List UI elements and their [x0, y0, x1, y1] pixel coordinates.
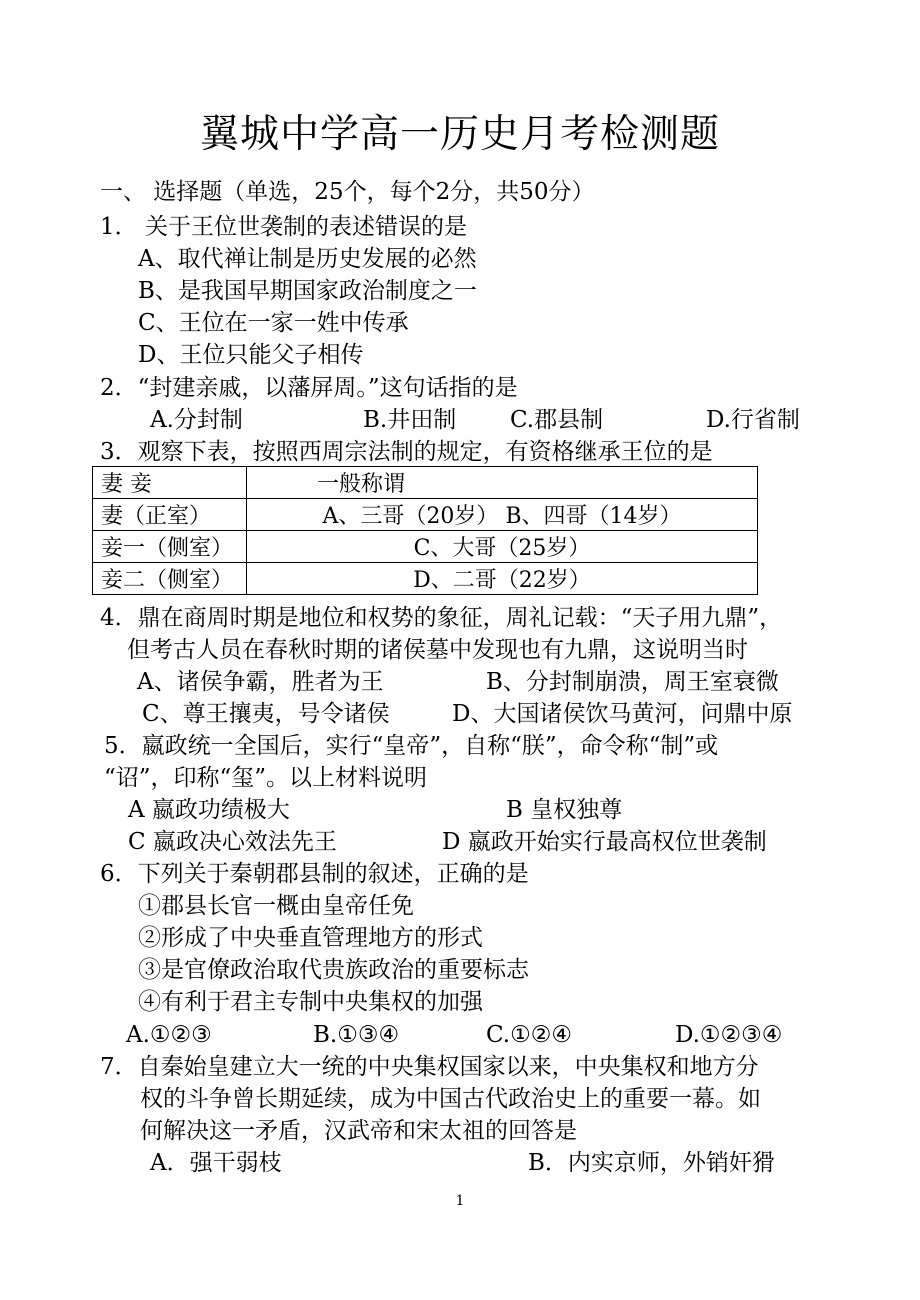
question-1-option-d: D、王位只能父子相传	[138, 342, 364, 368]
question-4-option-c: C、尊王攘夷，号令诸侯	[142, 701, 390, 727]
question-2-option-b: B.井田制	[363, 407, 457, 433]
question-3-stem: 3．观察下表，按照西周宗法制的规定，有资格继承王位的是	[100, 439, 713, 465]
table-cell: D、二哥（22岁）	[247, 563, 758, 595]
table-row	[93, 563, 758, 595]
section-heading: 一、 选择题（单选，25个，每个2分，共50分）	[100, 179, 595, 205]
question-1-stem: 1． 关于王位世袭制的表述错误的是	[100, 214, 467, 240]
question-4-stem-line1: 4．鼎在商周时期是地位和权势的象征，周礼记载：“天子用九鼎”，	[100, 605, 783, 631]
question-6-statement: ②形成了中央垂直管理地方的形式	[138, 925, 483, 951]
question-4-stem-line2: 但考古人员在春秋时期的诸侯墓中发现也有九鼎，这说明当时	[127, 637, 748, 663]
question-2-stem: 2．“封建亲戚，以藩屏周。”这句话指的是	[100, 375, 518, 401]
question-4-option-b: B、分封制崩溃，周王室衰微	[486, 669, 779, 695]
question-1-option-c: C、王位在一家一姓中传承	[138, 310, 409, 336]
table-header-cell: 妻 妾	[93, 467, 247, 499]
question-6-option-b: B.①③④	[313, 1022, 400, 1048]
question-7-option-b: B．内实京师，外销奸猾	[528, 1150, 775, 1176]
question-5-stem-line2: “诏”，印称“玺”。以上材料说明	[104, 765, 428, 791]
table-cell: 妾一（侧室）	[93, 531, 247, 563]
table-cell: 妾二（侧室）	[93, 563, 247, 595]
question-6-option-c: C.①②④	[486, 1022, 572, 1048]
page-number: 1	[455, 1193, 465, 1209]
page-title: 翼城中学高一历史月考检测题	[199, 112, 720, 157]
question-6-option-d: D.①②③④	[675, 1022, 783, 1048]
question-7-stem-line1: 7．自秦始皇建立大一统的中央集权国家以来，中央集权和地方分	[100, 1054, 759, 1080]
table-header-cell: 一般称谓	[247, 467, 758, 499]
table-cell: C、大哥（25岁）	[247, 531, 758, 563]
question-2-option-c: C.郡县制	[510, 407, 604, 433]
question-1-option-b: B、是我国早期国家政治制度之一	[138, 278, 477, 304]
question-7-stem-line2: 权的斗争曾长期延续，成为中国古代政治史上的重要一幕。如	[140, 1086, 761, 1112]
question-4-option-d: D、大国诸侯饮马黄河，问鼎中原	[452, 701, 793, 727]
question-6-statement: ④有利于君主专制中央集权的加强	[138, 989, 483, 1015]
question-1-option-a: A、取代禅让制是历史发展的必然	[138, 246, 477, 272]
question-4-option-a: A、诸侯争霸，胜者为王	[137, 669, 384, 695]
table-cell: 妻（正室）	[93, 499, 247, 531]
question-7-stem-line3: 何解决这一矛盾，汉武帝和宋太祖的回答是	[140, 1118, 577, 1144]
question-5-option-b: B 皇权独尊	[506, 797, 623, 823]
table-row	[93, 499, 758, 531]
question-5-option-d: D 嬴政开始实行最高权位世袭制	[442, 829, 767, 855]
question-6-statement: ①郡县长官一概由皇帝任免	[138, 893, 414, 919]
question-5-option-c: C 嬴政决心效法先王	[128, 829, 337, 855]
succession-table	[92, 466, 758, 595]
table-row	[93, 531, 758, 563]
question-6-statement: ③是官僚政治取代贵族政治的重要标志	[138, 957, 529, 983]
question-5-option-a: A 嬴政功绩极大	[128, 797, 290, 823]
question-5-stem-line1: 5．嬴政统一全国后，实行“皇帝”，自称“朕”，命令称“制”或	[104, 733, 719, 759]
question-6-stem: 6．下列关于秦朝郡县制的叙述，正确的是	[100, 861, 529, 887]
question-2-option-d: D.行省制	[706, 407, 800, 433]
question-6-option-a: A.①②③	[126, 1022, 212, 1048]
question-2-option-a: A.分封制	[150, 407, 243, 433]
table-cell: A、三哥（20岁） B、四哥（14岁）	[247, 499, 758, 531]
question-7-option-a: A．强干弱枝	[150, 1150, 282, 1176]
table-row	[93, 467, 758, 499]
